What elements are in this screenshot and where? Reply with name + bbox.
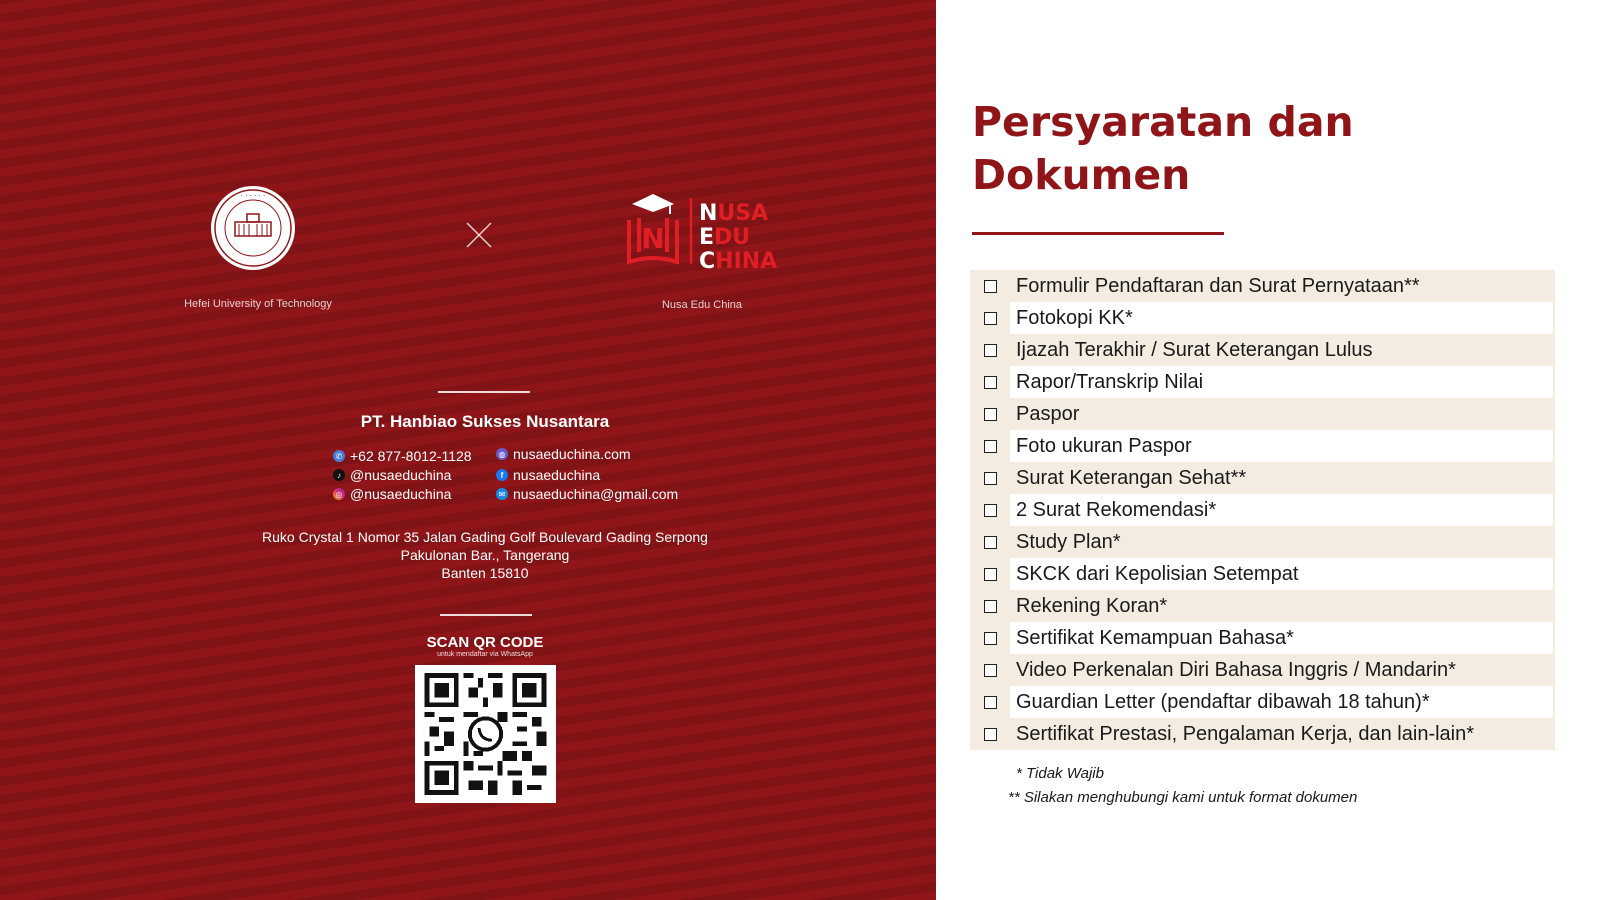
checkbox[interactable]	[984, 600, 997, 613]
email-text: nusaeduchina@gmail.com	[513, 486, 679, 502]
svg-text:CHINA: CHINA	[699, 249, 778, 272]
item-label: Sertifikat Prestasi, Pengalaman Kerja, dan lain-lain*	[1016, 722, 1475, 745]
checkbox[interactable]	[984, 312, 997, 325]
footnote-optional: * Tidak Wajib	[1016, 765, 1104, 782]
checkbox[interactable]	[984, 472, 997, 485]
checkbox[interactable]	[984, 280, 997, 293]
qr-title: SCAN QR CODE	[426, 634, 544, 651]
list-item	[970, 302, 1555, 334]
svg-text:N: N	[641, 222, 665, 255]
checkbox[interactable]	[984, 632, 997, 645]
title-underline	[972, 232, 1224, 235]
nusa-caption: Nusa Edu China	[661, 299, 743, 311]
list-item	[970, 366, 1555, 398]
checkbox[interactable]	[984, 504, 997, 517]
qr-code-image	[423, 673, 548, 795]
list-item	[970, 622, 1555, 654]
contact-email[interactable]	[496, 486, 678, 502]
contact-facebook[interactable]	[496, 467, 600, 483]
instagram-icon: ◎	[333, 488, 345, 500]
contact-instagram[interactable]	[333, 486, 451, 502]
checkbox[interactable]	[984, 728, 997, 741]
checkbox[interactable]	[984, 408, 997, 421]
contact-phone[interactable]	[333, 448, 472, 464]
item-label: Guardian Letter (pendaftar dibawah 18 tahun)*	[1010, 686, 1553, 718]
website-text: nusaeduchina.com	[513, 446, 631, 462]
nusa-edu-china-logo-icon	[627, 190, 797, 272]
contact-tiktok[interactable]	[333, 467, 451, 483]
item-label: Foto ukuran Paspor	[1010, 430, 1553, 462]
list-item	[970, 686, 1555, 718]
checkbox[interactable]	[984, 536, 997, 549]
university-seal-icon	[209, 184, 297, 272]
item-label: Paspor	[1016, 402, 1080, 425]
checkbox[interactable]	[984, 376, 997, 389]
list-item	[970, 526, 1555, 558]
contact-website[interactable]	[496, 446, 631, 462]
hfut-caption: Hefei University of Technology	[184, 298, 332, 310]
list-item	[970, 430, 1555, 462]
checkbox[interactable]	[984, 664, 997, 677]
checkbox[interactable]	[984, 696, 997, 709]
item-label: Surat Keterangan Sehat**	[1016, 466, 1247, 489]
company-name: PT. Hanbiao Sukses Nusantara	[360, 412, 610, 431]
item-label: Rapor/Transkrip Nilai	[1010, 366, 1553, 398]
item-label: SKCK dari Kepolisian Setempat	[1010, 558, 1553, 590]
qr-code[interactable]	[415, 665, 556, 803]
list-item	[970, 398, 1555, 430]
list-item	[970, 718, 1555, 750]
tiktok-text: @nusaeduchina	[350, 467, 452, 483]
footnote-contact: ** Silakan menghubungi kami untuk format dokumen	[1008, 789, 1358, 806]
list-item	[970, 334, 1555, 366]
list-item	[970, 590, 1555, 622]
qr-subtitle: untuk mendaftar via WhatsApp	[437, 651, 533, 658]
instagram-text: @nusaeduchina	[350, 486, 452, 502]
address-line-2: Pakulonan Bar., Tangerang	[400, 547, 570, 563]
tiktok-icon: ♪	[333, 469, 345, 481]
requirements-checklist	[970, 270, 1555, 750]
item-label: Rekening Koran*	[1016, 594, 1168, 617]
title-line-2: Dokumen	[972, 151, 1191, 199]
svg-text:· · · · · ·: · · · · · ·	[240, 192, 266, 200]
list-item	[970, 654, 1555, 686]
checkbox[interactable]	[984, 344, 997, 357]
globe-icon: ◍	[496, 448, 508, 460]
title-line-1: Persyaratan dan	[972, 98, 1354, 146]
svg-text:EDU: EDU	[699, 225, 751, 250]
address-line-3: Banten 15810	[441, 565, 529, 581]
item-label: Video Perkenalan Diri Bahasa Inggris / Mandarin*	[1016, 658, 1456, 681]
item-label: Ijazah Terakhir / Surat Keterangan Lulus	[1016, 338, 1373, 361]
collaboration-cross-icon	[464, 220, 494, 250]
divider-top	[438, 391, 530, 393]
phone-text: +62 877-8012-1128	[350, 448, 472, 464]
page-title	[972, 96, 1492, 202]
list-item	[970, 462, 1555, 494]
checkbox[interactable]	[984, 568, 997, 581]
item-label: Sertifikat Kemampuan Bahasa*	[1010, 622, 1553, 654]
item-label: Study Plan*	[1016, 530, 1121, 553]
address-line-1: Ruko Crystal 1 Nomor 35 Jalan Gading Golf Boulevard Gading Serpong	[262, 529, 708, 545]
facebook-icon: f	[496, 469, 508, 481]
item-label: Fotokopi KK*	[1010, 302, 1553, 334]
email-icon: ✉	[496, 488, 508, 500]
list-item	[970, 270, 1555, 302]
address	[180, 528, 790, 582]
item-label: Formulir Pendaftaran dan Surat Pernyataan**	[1016, 274, 1420, 297]
list-item	[970, 494, 1555, 526]
checkbox[interactable]	[984, 440, 997, 453]
item-label: 2 Surat Rekomendasi*	[1010, 494, 1553, 526]
svg-text:NUSA: NUSA	[699, 201, 769, 226]
facebook-text: nusaeduchina	[513, 467, 601, 483]
list-item	[970, 558, 1555, 590]
phone-icon: ✆	[333, 450, 345, 462]
divider-bottom	[440, 614, 532, 616]
